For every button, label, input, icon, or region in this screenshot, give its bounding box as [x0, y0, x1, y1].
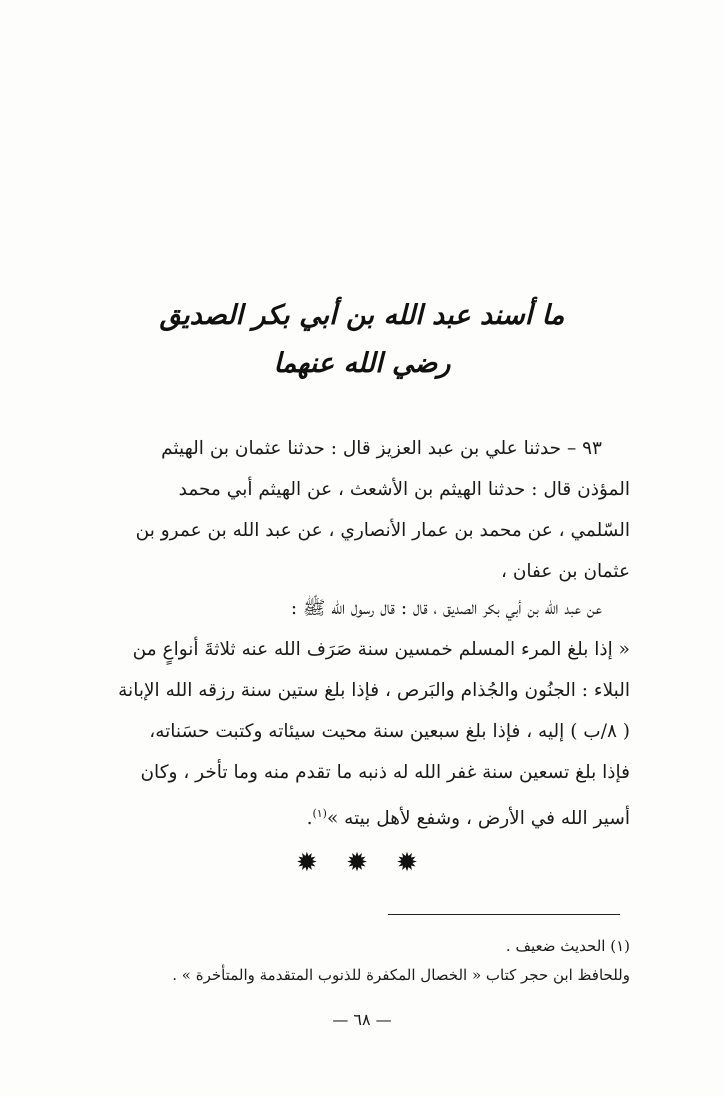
text-line: عثمان بن عفان ،	[500, 561, 630, 582]
text-line: « إذا بلغ المرء المسلم خمسين سنة صَرَف الله عنه ثلاثةَ أنواعٍ من	[132, 639, 630, 660]
footnote-marker: (١)	[312, 807, 327, 820]
text-line: أسير الله في الأرض ، وشفع لأهل بيته »$^{(١)}$.	[306, 807, 630, 830]
text-line: البلاء : الجنُون والجُذام والبَرص ، فإذا بلغ ستين سنة رزقه الله الإبانة	[118, 680, 630, 701]
text-line: ( ٨/ب ) إليه ، فإذا بلغ سبعين سنة محيت سيئاته وكتبت حسَناته،	[149, 721, 630, 742]
text-line: فإذا بلغ تسعين سنة غفر الله له ذنبه ما تقدم منه وما تأخر ، وكان	[140, 762, 630, 783]
hadith-isnad-paragraph	[70, 428, 630, 592]
footnote-separator	[388, 914, 620, 915]
text-line: المؤذن قال : حدثنا الهيثم بن الأشعث ، عن الهيثم أبي محمد	[178, 479, 630, 500]
ornament-stars: ✹ ✹ ✹	[296, 848, 428, 878]
page-number: — ٦٨ —	[332, 1010, 392, 1029]
section-heading-line-2: رضي الله عنهما	[273, 348, 451, 379]
footnotes	[70, 932, 630, 990]
hadith-matn-paragraph	[70, 588, 630, 839]
last-line-text: أسير الله في الأرض ، وشفع لأهل بيته »	[326, 808, 630, 830]
text-line: عن عبد الله بن أبي بكر الصديق ، قال : قال رسول الله ﷺ :	[290, 598, 602, 619]
text-line: السّلمي ، عن محمد بن عمار الأنصاري ، عن عبد الله بن عمرو بن	[135, 520, 630, 541]
text-line: ٩٣ – حدثنا علي بن عبد العزيز قال : حدثنا عثمان بن الهيثم	[161, 438, 602, 459]
footnote-line: وللحافظ ابن حجر كتاب « الخصال المكفرة للذنوب المتقدمة والمتأخرة » .	[172, 966, 630, 984]
footnote-line: (١) الحديث ضعيف .	[505, 937, 630, 955]
section-heading-line-1: ما أسند عبد الله بن أبي بكر الصديق	[159, 300, 565, 331]
